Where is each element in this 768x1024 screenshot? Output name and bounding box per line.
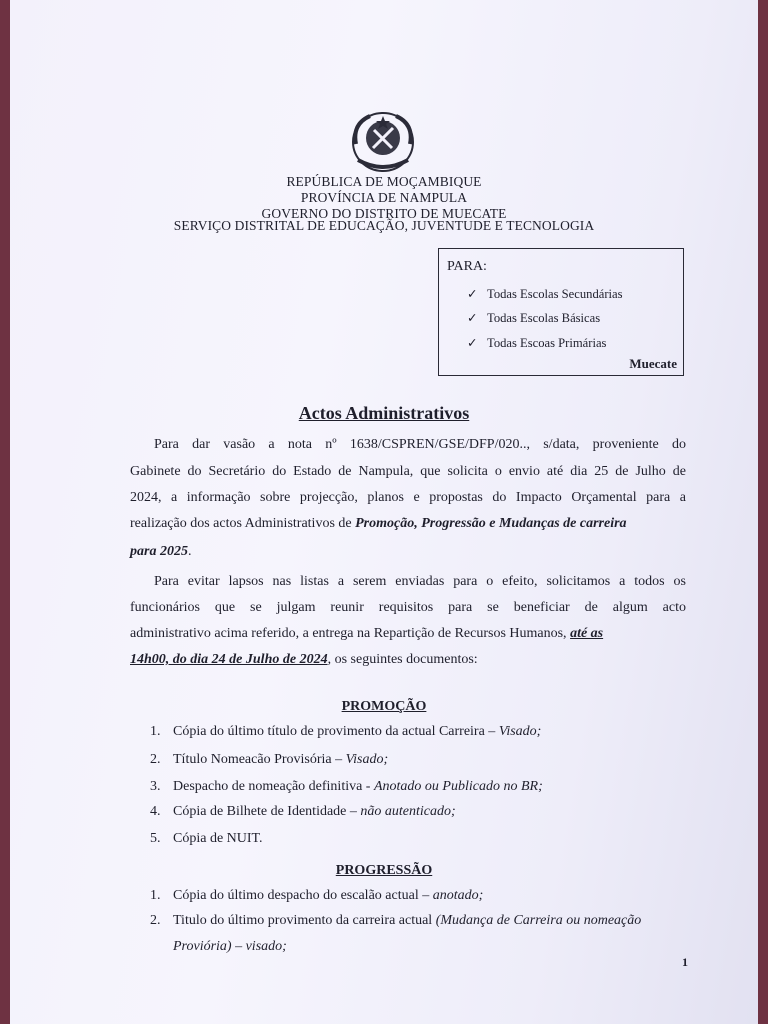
paragraph2-line3 [130, 626, 686, 642]
progressao-heading: PROGRESSÃO [335, 863, 433, 878]
recipient-item [467, 335, 606, 351]
document-title-text: Actos Administrativos [298, 403, 470, 423]
list-item [150, 724, 541, 740]
document-page [10, 0, 758, 1024]
header-line-service: SERVIÇO DISTRITAL DE EDUCAÇÃO, JUVENTUDE E TECNOLOGIA [173, 218, 595, 233]
paragraph1-line4 [130, 516, 686, 532]
recipient-label: Todas Escolas Básicas [487, 311, 601, 325]
paragraph1-line1: Para dar vasão a nota nº 1638/CSPREN/GSE/DFP/020.., s/data, proveniente do [154, 437, 686, 452]
paragraph1-text: . [187, 544, 192, 559]
list-item [150, 913, 641, 929]
paragraph1-emphasis: Promoção, Progressão e Mudanças de carreira [355, 516, 627, 531]
checkmark-icon: ✓ [467, 336, 478, 350]
checkmark-icon: ✓ [467, 311, 478, 325]
page-number: 1 [682, 955, 688, 969]
list-text: Despacho de nomeação definitiva - [173, 779, 374, 794]
document-title [10, 403, 758, 424]
paragraph1-line3: 2024, a informação sobre projecção, planos e propostas do Impacto Orçamental para a [130, 490, 686, 505]
recipients-box [438, 248, 684, 376]
list-item [150, 752, 388, 768]
list-note: anotado; [432, 888, 484, 903]
paragraph1-text: realização dos actos Administrativos de [130, 516, 356, 531]
list-text: Cópia de Bilhete de Identidade – [173, 804, 361, 819]
list-note: Visado; [345, 752, 389, 767]
paragraph2-emphasis: 14h00, do dia 24 de Julho de 2024 [130, 652, 328, 667]
list-note: não autenticado; [360, 804, 456, 819]
promocao-heading: PROMOÇÃO [341, 699, 427, 714]
list-number: 4. [150, 804, 161, 819]
checkmark-icon: ✓ [467, 287, 478, 301]
list-note: (Mudança de Carreira ou nomeação [435, 913, 642, 928]
paragraph2-text: , os seguintes documentos: [327, 652, 478, 667]
recipient-item [467, 286, 623, 302]
paragraph2-emphasis: até as [570, 626, 604, 641]
list-text: Cópia de NUIT. [173, 831, 263, 846]
list-text: Titulo do último provimento da carreira actual [173, 913, 436, 928]
list-item-continuation: Proviória) – visado; [173, 939, 287, 954]
list-note: Visado; [498, 724, 542, 739]
list-item [150, 831, 263, 847]
paragraph2-line4 [130, 652, 686, 668]
recipient-item [467, 310, 600, 326]
list-number: 2. [150, 752, 161, 767]
list-number: 3. [150, 779, 161, 794]
paragraph2-line2: funcionários que se julgam reunir requisitos para se beneficiar de algum acto [130, 600, 686, 615]
list-number: 1. [150, 724, 161, 739]
recipients-location: Muecate [629, 356, 677, 371]
paragraph1-emphasis: para 2025 [130, 544, 188, 559]
paragraph1-line2: Gabinete do Secretário do Estado de Nampula, que solicita o envio até dia 25 de Julho de [130, 464, 686, 479]
list-item [150, 779, 543, 795]
national-emblem [340, 108, 426, 178]
list-number: 1. [150, 888, 161, 903]
list-text: Cópia do último despacho do escalão actual – [173, 888, 433, 903]
list-text: Cópia do último título de provimento da actual Carreira – [173, 724, 499, 739]
list-text: Título Nomeacão Provisória – [173, 752, 346, 767]
header-line-province: PROVÍNCIA DE NAMPULA [300, 190, 468, 205]
header-line-district: GOVERNO DO DISTRITO DE MUECATE [261, 206, 507, 221]
recipients-label: PARA: [447, 259, 487, 274]
paragraph1-line5 [130, 544, 686, 560]
list-number: 5. [150, 831, 161, 846]
list-note: Anotado ou Publicado no BR; [373, 779, 543, 794]
list-item [150, 888, 483, 904]
recipient-label: Todas Escoas Primárias [487, 336, 607, 350]
recipient-label: Todas Escolas Secundárias [487, 287, 623, 301]
list-number: 2. [150, 913, 161, 928]
header-line-country: REPÚBLICA DE MOÇAMBIQUE [286, 174, 482, 189]
paragraph2-text: administrativo acima referido, a entrega na Repartição de Recursos Humanos, [130, 626, 571, 641]
list-item [150, 804, 456, 820]
paragraph2-line1: Para evitar lapsos nas listas a serem enviadas para o efeito, solicitamos a todos os [154, 574, 686, 589]
